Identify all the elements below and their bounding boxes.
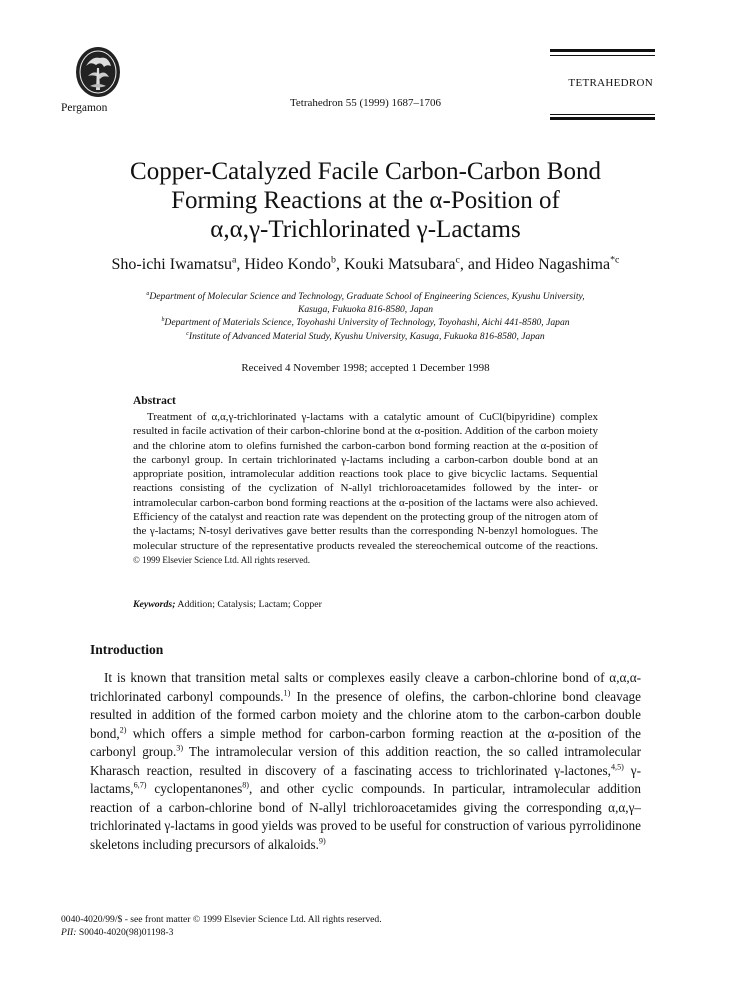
intro-text: γ-lactams, xyxy=(90,762,641,796)
citation-mark: 4,5) xyxy=(610,762,624,772)
author-separator: , and xyxy=(459,256,496,273)
citation-mark: 3) xyxy=(176,743,184,753)
citation-mark: 1) xyxy=(283,688,291,698)
journal-name: TETRAHEDRON xyxy=(568,77,653,89)
issn-line: 0040-4020/99/$ - see front matter © 1999 Elsevier Science Ltd. All rights reserved. xyxy=(61,914,382,925)
abstract-heading: Abstract xyxy=(133,395,176,407)
affiliation-mark: c xyxy=(186,330,189,337)
front-matter-footer xyxy=(61,913,382,939)
header-rule-bottom-thick xyxy=(550,117,655,120)
affiliation-text: Kasuga, Fukuoka 816-8580, Japan xyxy=(297,304,434,316)
affiliation-line xyxy=(0,303,731,316)
publisher-name: Pergamon xyxy=(61,102,108,114)
author-list xyxy=(0,256,731,274)
intro-text: cyclopentanones xyxy=(146,781,243,796)
affiliation-text: Department of Molecular Science and Technology, Graduate School of Engineering Sciences, Kyushu University, xyxy=(149,291,585,302)
journal-reference: Tetrahedron 55 (1999) 1687–1706 xyxy=(289,97,442,109)
paper-title xyxy=(0,157,731,244)
pergamon-tree-logo-icon xyxy=(74,46,122,100)
title-line: Forming Reactions at the α-Position of xyxy=(171,187,560,214)
introduction-body xyxy=(90,669,641,854)
received-dates: Received 4 November 1998; accepted 1 December 1998 xyxy=(241,362,490,374)
citation-mark: 9) xyxy=(318,836,326,846)
introduction-heading: Introduction xyxy=(90,642,164,657)
header-rule-top-thin xyxy=(550,55,655,56)
title-line: Copper-Catalyzed Facile Carbon-Carbon Bond xyxy=(130,158,601,185)
author-name: Kouki Matsubara xyxy=(343,256,456,273)
citation-mark: 6,7) xyxy=(133,780,147,790)
keywords-label: Keywords; xyxy=(133,599,176,610)
affiliation-line xyxy=(0,290,731,303)
author-name: Hideo Kondo xyxy=(244,256,332,273)
header-rule-top-thick xyxy=(550,49,655,52)
author-affiliation-mark: a xyxy=(231,254,237,266)
citation-mark: 2) xyxy=(119,725,127,735)
author-name: Hideo Nagashima xyxy=(495,256,611,273)
header-rule-bottom-thin xyxy=(550,114,655,115)
author-affiliation-mark: b xyxy=(331,254,336,266)
author-affiliation-mark: c xyxy=(455,254,460,266)
intro-text: The intramolecular version of this addition reaction, the so called intramolecular Kharasch reaction, resulted in discovery of a fascinating access to trichlorinated γ-lactones, xyxy=(90,744,641,778)
pii-value: S0040-4020(98)01198-3 xyxy=(78,927,174,938)
intro-text: , and other cyclic compounds. In particular, intramolecular addition reaction of a carbon-chlorine bond of N-allyl trichloroacetamides giving the corresponding α,α,γ–trichlorinated γ-lactams in good yields was proved to be useful for construction of various pyrrolidinone skeletons including precursors of alkaloids. xyxy=(90,781,641,852)
affiliations xyxy=(0,290,731,343)
author-affiliation-mark: *c xyxy=(610,254,620,266)
author-name: Sho-ichi Iwamatsu xyxy=(111,256,232,273)
abstract-text: Treatment of α,α,γ-trichlorinated γ-lactams with a catalytic amount of CuCl(bipyridine) complex resulted in facile activation of their carbon-chlorine bond at the α-position. Addition of the carbon moiety and the chlorine atom to olefins furnished the carbon-carbon bond forming reaction at the α-position of the carbonyl group. In certain trichlorinated γ-lactams including a carbon-carbon double bond at an appropriate position, intramolecular addition reactions took place to give bicyclic lactams. Sequential reactions consisting of the cyclization of N-allyl trichloroacetamides followed by the inter- or intramolecular carbon-carbon bond forming reactions at the α-position of the lactams were also achieved. Efficiency of the catalyst and reaction rate was dependent on the protecting group of the nitrogen atom of the γ-lactams; N-tosyl derivatives gave better results than the corresponding N-benzyl homologues. The molecular structure of the representative products revealed the stereochemical outcome of the reactions. xyxy=(133,411,598,552)
affiliation-mark: a xyxy=(146,290,150,297)
abstract-copyright: © 1999 Elsevier Science Ltd. All rights reserved. xyxy=(133,554,311,565)
pii-line xyxy=(61,926,382,939)
intro-text: which offers a simple method for carbon-carbon forming reaction at the α-position of the carbonyl group. xyxy=(90,725,641,759)
pii-label: PII: xyxy=(61,927,77,938)
citation-mark: 8) xyxy=(242,780,250,790)
keywords xyxy=(133,599,322,610)
affiliation-mark: b xyxy=(161,317,165,324)
keywords-text: Addition; Catalysis; Lactam; Copper xyxy=(177,599,322,610)
affiliation-text: Department of Materials Science, Toyohashi University of Technology, Toyohashi, Aichi 441-8580, Japan xyxy=(164,317,570,329)
title-line: α,α,γ-Trichlorinated γ-Lactams xyxy=(210,216,521,243)
affiliation-text: Institute of Advanced Material Study, Kyushu University, Kasuga, Fukuoka 816-8580, Japan xyxy=(188,330,545,342)
intro-text: In the presence of olefins, the carbon-chlorine bond cleavage resulted in addition of the formed carbon moiety and the chlorine atom to the carbon-carbon double bond, xyxy=(90,688,641,741)
abstract-body xyxy=(133,410,598,567)
intro-text: It is known that transition metal salts or complexes easily cleave a carbon-chlorine bond of α,α,α-trichlorinated carbonyl compounds. xyxy=(90,670,641,704)
author-separator: , xyxy=(236,256,245,273)
affiliation-line xyxy=(0,316,731,329)
affiliation-line xyxy=(0,330,731,343)
author-separator: , xyxy=(335,256,344,273)
